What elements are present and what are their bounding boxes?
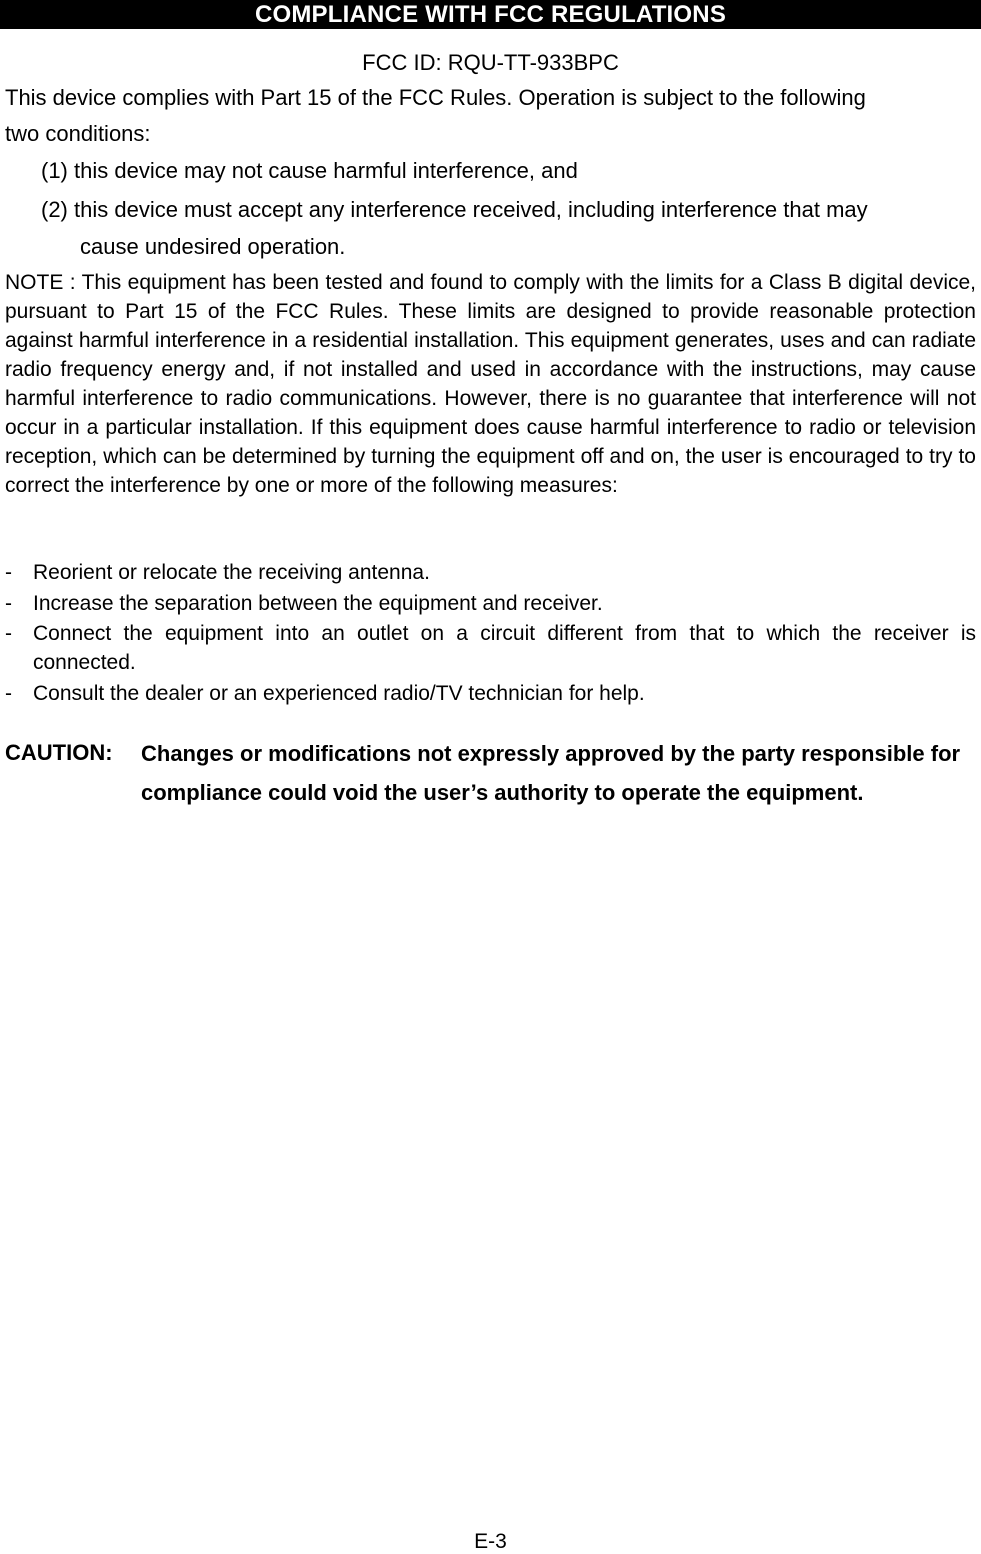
intro-line-1: This device complies with Part 15 of the FCC Rules. Operation is subject to the following bbox=[5, 85, 866, 110]
bullet-dash: - bbox=[5, 561, 12, 584]
condition-2-line-1: (2) this device must accept any interference received, including interference that may bbox=[41, 197, 868, 222]
note-paragraph: NOTE : This equipment has been tested and found to comply with the limits for a Class B digital device, pursuant to Part 15 of the FCC Rules. These limits are designed to provide reasonable protection against harmful interference in a residential installation. This equipment generates, uses and can radiate radio frequency energy and, if not installed and used in accordance with the instructions, may cause harmful interference to radio communications. However, there is no guarantee that interference will not occur in a particular installation. If this equipment does cause harmful interference to radio or television reception, which can be determined by turning the equipment off and on, the user is encouraged to try to correct the interference by one or more of the following measures: bbox=[5, 271, 976, 497]
measure-text: Consult the dealer or an experienced radio/TV technician for help. bbox=[33, 682, 645, 705]
intro-line-2: two conditions: bbox=[5, 121, 151, 146]
page-number: E-3 bbox=[474, 1530, 507, 1553]
caution-text: Changes or modifications not expressly approved by the party responsible for compliance could void the user’s authority to operate the equipment. bbox=[141, 741, 961, 805]
measure-text: Reorient or relocate the receiving antenna. bbox=[33, 561, 430, 584]
measure-item-2 bbox=[5, 589, 976, 618]
bullet-dash: - bbox=[5, 682, 12, 705]
caution-label: CAUTION: bbox=[5, 740, 113, 765]
bullet-dash: - bbox=[5, 592, 12, 615]
measure-text: Increase the separation between the equipment and receiver. bbox=[33, 592, 603, 615]
measure-item-3 bbox=[5, 619, 976, 677]
condition-2-line-2: cause undesired operation. bbox=[80, 234, 346, 259]
condition-1: (1) this device may not cause harmful interference, and bbox=[41, 158, 578, 183]
page-title: COMPLIANCE WITH FCC REGULATIONS bbox=[0, 0, 981, 29]
measure-item-1 bbox=[5, 558, 976, 587]
fcc-id: FCC ID: RQU-TT-933BPC bbox=[362, 50, 619, 75]
bullet-dash: - bbox=[5, 622, 12, 645]
measure-text: Connect the equipment into an outlet on a circuit different from that to which the receiver is connected. bbox=[33, 622, 976, 674]
measure-item-4 bbox=[5, 679, 976, 708]
